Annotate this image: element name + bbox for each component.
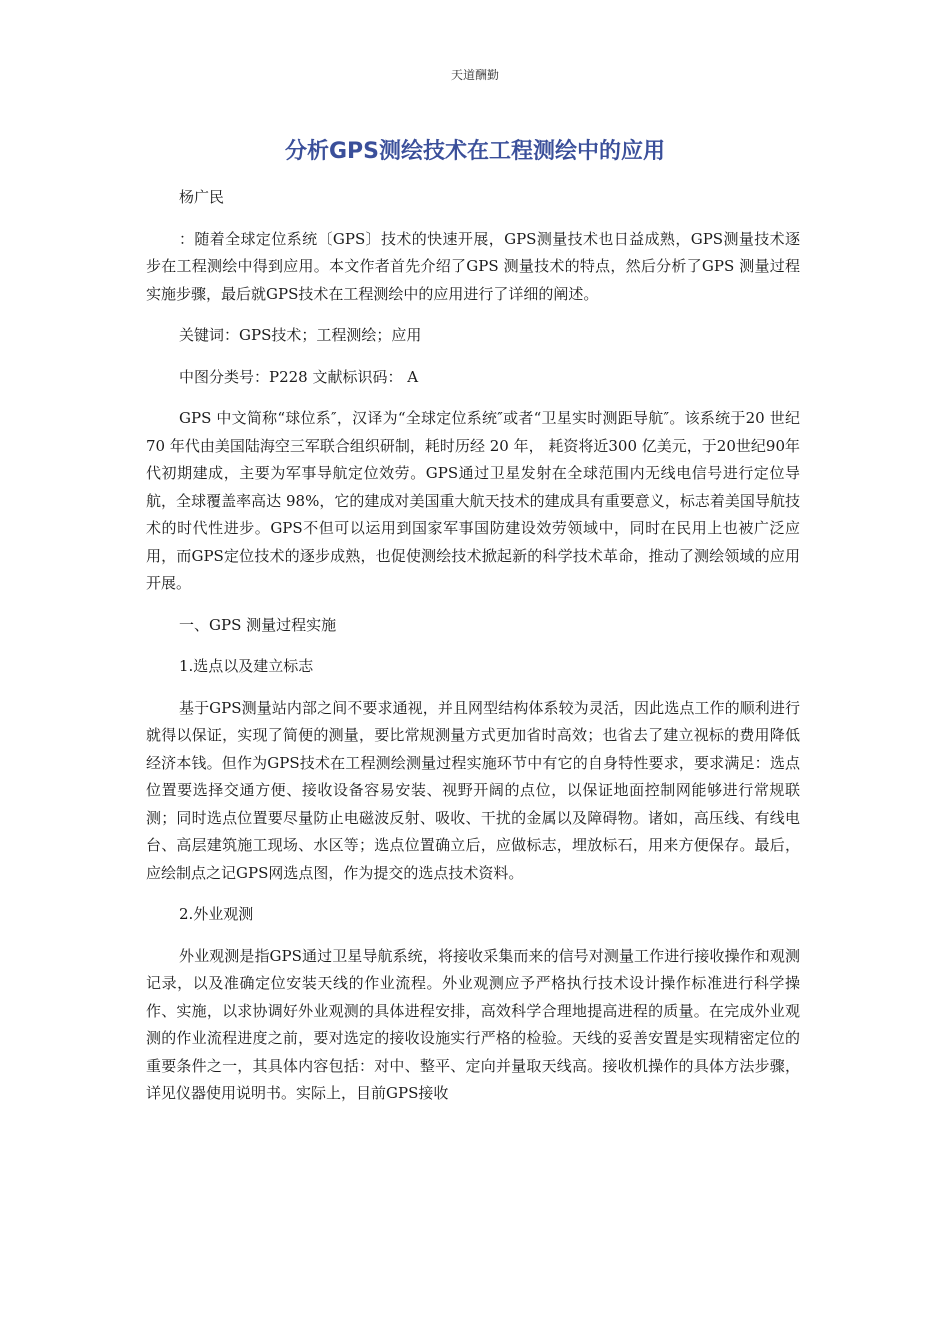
subsection-heading: 2.外业观测 [179, 905, 254, 923]
page-header: 天道酬勤 [450, 68, 499, 82]
section-heading: 一、GPS 测量过程实施 [179, 615, 337, 634]
article-body [146, 184, 800, 1108]
keywords: 关键词：GPS技术；工程测绘；应用 [179, 326, 422, 344]
abstract: ：随着全球定位系统〔GPS〕技术的快速开展，GPS测量技术也日益成熟，GPS测量技术逐步在工程测绘中得到应用。本文作者首先介绍了GPS 测量技术的特点，然后分析了GPS 测量过程实施步骤，最后就GPS技术在工程测绘中的应用进行了详细的阐述。 [146, 229, 800, 303]
intro-paragraph: GPS 中文简称“球位系″，汉译为“全球定位系统″或者“卫星实时测距导航″。该系统于20 世纪70 年代由美国陆海空三军联合组织研制，耗时历经 20 年， 耗资将近300 亿美元，于20世纪90年代初期建成，主要为军事导航定位效劳。GPS通过卫星发射在全球范围内无线电信号进行定位导航，全球覆盖率高达 98%，它的建成对美国重大航天技术的建成具有重要意义，标志着美国导航技术的时代性进步。GPS不但可以运用到国家军事国防建设效劳领域中，同时在民用上也被广泛应用，而GPS定位技术的逐步成熟，也促使测绘技术掀起新的科学技术革命，推动了测绘领域的应用开展。 [146, 409, 800, 592]
body-paragraph: 基于GPS测量站内部之间不要求通视，并且网型结构体系较为灵活，因此选点工作的顺利进行就得以保证，实现了简便的测量，要比常规测量方式更加省时高效；也省去了建立视标的费用降低经济本钱。但作为GPS技术在工程测绘测量过程实施环节中有它的自身特性要求，要求满足：选点位置要选择交通方便、接收设备容易安装、视野开阔的点位，以保证地面控制网能够进行常规联测；同时选点位置要尽量防止电磁波反射、吸收、干扰的金属以及障碍物。诸如，高压线、有线电台、高层建筑施工现场、水区等；选点位置确立后，应做标志，埋放标石，用来方便保存。最后，应绘制点之记GPS网选点图，作为提交的选点技术资料。 [146, 698, 800, 882]
body-paragraph: 外业观测是指GPS通过卫星导航系统，将接收采集而来的信号对测量工作进行接收操作和观测记录，以及准确定位安装天线的作业流程。外业观测应予严格执行技术设计操作标准进行科学操作、实施，以求协调好外业观测的具体进程安排，高效科学合理地提高进程的质量。在完成外业观测的作业流程进度之前，要对选定的接收设施实行严格的检验。天线的妥善安置是实现精密定位的重要条件之一，其具体内容包括：对中、整平、定向并量取天线高。接收机操作的具体方法步骤，详见仪器使用说明书。实际上，目前GPS接收 [146, 946, 800, 1102]
subsection-heading: 1.选点以及建立标志 [179, 657, 314, 675]
article-title: 分析GPS测绘技术在工程测绘中的应用 [284, 139, 666, 164]
author: 杨广民 [179, 188, 225, 206]
classification: 中图分类号：P228 文献标识码： A [179, 367, 419, 386]
